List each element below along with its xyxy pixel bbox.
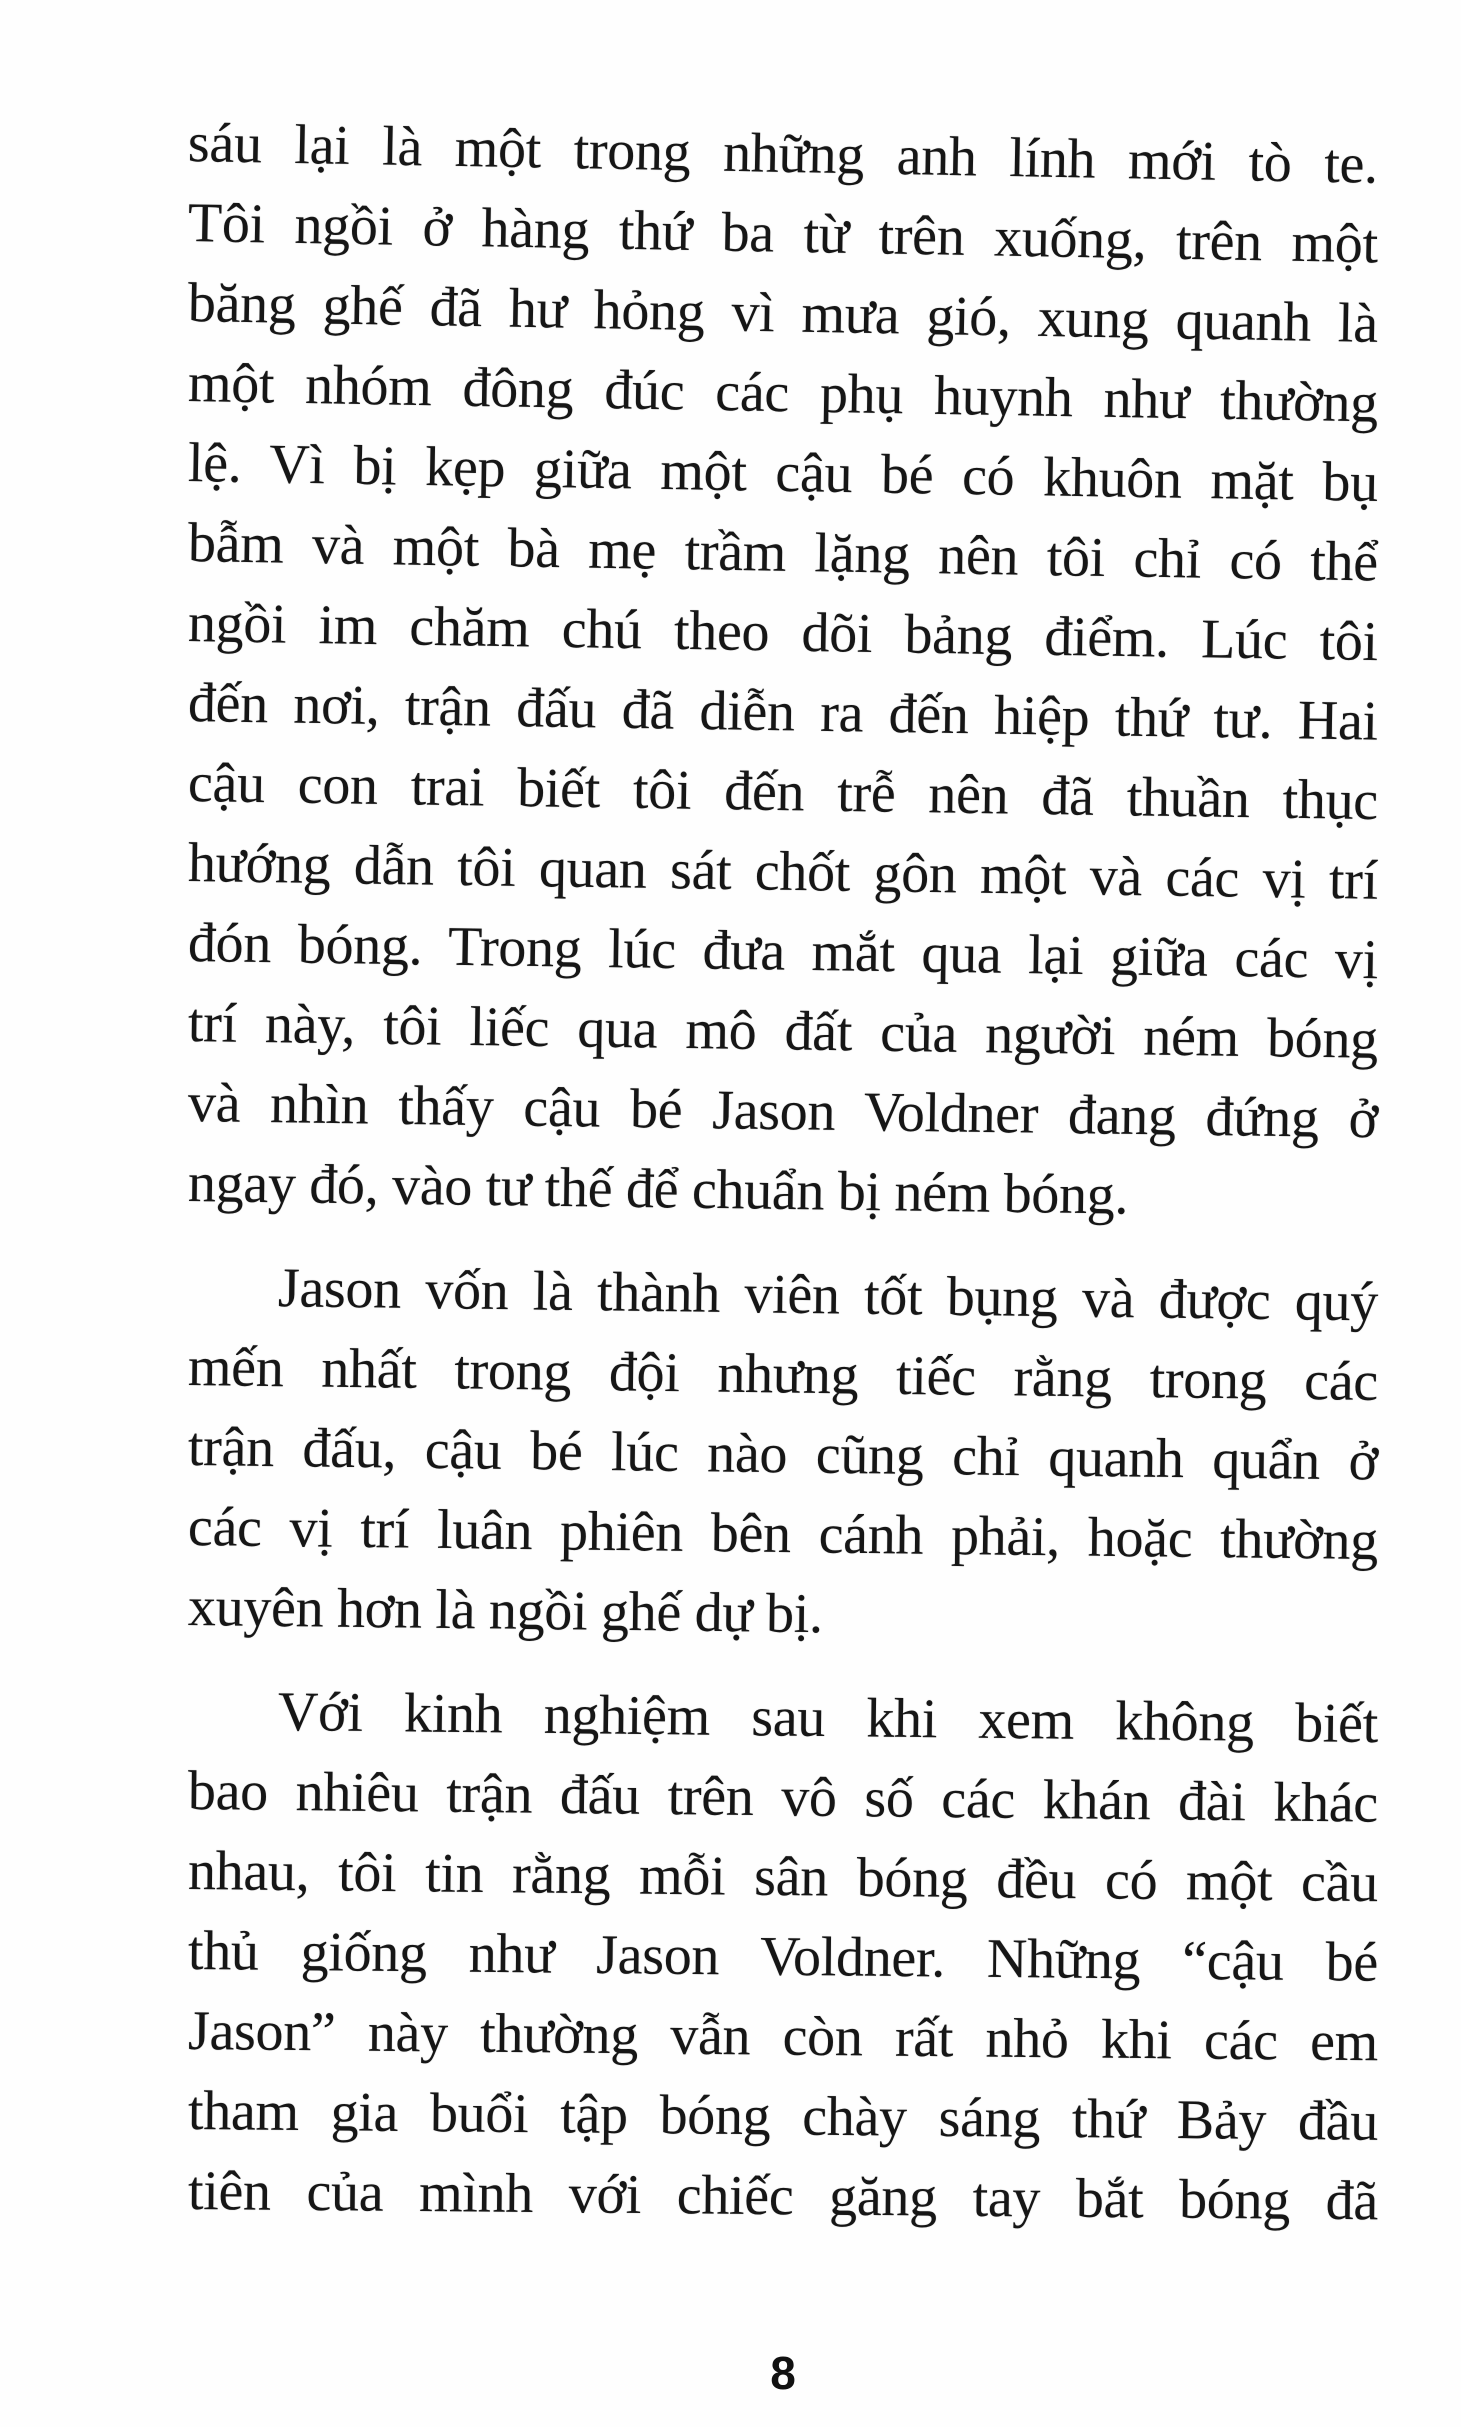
text-line: sáu lại là một trong những anh lính mới tò te. bbox=[187, 112, 1379, 196]
text-line: ngồi im chăm chú theo dõi bảng điểm. Lúc tôi bbox=[187, 592, 1379, 674]
text-line: đến nơi, trận đấu đã diễn ra đến hiệp thứ tư. Hai bbox=[187, 672, 1379, 753]
text-line: tham gia buổi tập bóng chày sáng thứ Bảy đầu bbox=[187, 2080, 1379, 2153]
text-line: trận đấu, cậu bé lúc nào cũng chỉ quanh quẩn ở bbox=[187, 1416, 1379, 1493]
text-line: xuyên hơn là ngồi ghế dự bị. bbox=[187, 1576, 824, 1646]
text-line: tiên của mình với chiếc găng tay bắt bóng đã bbox=[187, 2160, 1379, 2233]
text-line: ngay đó, vào tư thế để chuẩn bị ném bóng. bbox=[187, 1152, 1129, 1227]
text-line: hướng dẫn tôi quan sát chốt gôn một và các vị trí bbox=[187, 832, 1379, 912]
text-line: băng ghế đã hư hỏng vì mưa gió, xung quanh là bbox=[187, 272, 1379, 355]
text-line: Jason” này thường vẫn còn rất nhỏ khi các em bbox=[187, 2000, 1379, 2074]
text-line: Tôi ngồi ở hàng thứ ba từ trên xuống, trên một bbox=[187, 192, 1379, 276]
book-page-text-block bbox=[188, 103, 1378, 2231]
text-line: bao nhiêu trận đấu trên vô số các khán đài khác bbox=[187, 1760, 1379, 1835]
paragraph bbox=[187, 103, 1379, 1227]
text-line: và nhìn thấy cậu bé Jason Voldner đang đứng ở bbox=[187, 1072, 1379, 1151]
text-line: cậu con trai biết tôi đến trễ nên đã thuần thục bbox=[187, 752, 1379, 833]
text-line: các vị trí luân phiên bên cánh phải, hoặc thường bbox=[187, 1496, 1379, 1573]
text-line: trí này, tôi liếc qua mô đất của người ném bóng bbox=[187, 992, 1379, 1071]
text-line: thủ giống như Jason Voldner. Những “cậu bé bbox=[187, 1920, 1379, 1994]
text-line: bẫm và một bà mẹ trầm lặng nên tôi chỉ có thể bbox=[187, 512, 1379, 594]
text-line: mến nhất trong đội nhưng tiếc rằng trong các bbox=[187, 1336, 1379, 1413]
text-line: một nhóm đông đúc các phụ huynh như thường bbox=[187, 352, 1379, 435]
text-line: Jason vốn là thành viên tốt bụng và được quý bbox=[277, 1257, 1379, 1334]
paragraph bbox=[188, 1671, 1378, 2231]
text-line: nhau, tôi tin rằng mỗi sân bóng đều có một cầu bbox=[187, 1840, 1379, 1915]
paragraph bbox=[188, 1247, 1378, 1647]
text-line: đón bóng. Trong lúc đưa mắt qua lại giữa các vị bbox=[187, 912, 1379, 992]
page-number: 8 bbox=[770, 2347, 796, 2399]
text-line: lệ. Vì bị kẹp giữa một cậu bé có khuôn mặt bụ bbox=[187, 432, 1379, 514]
text-line: Với kinh nghiệm sau khi xem không biết bbox=[277, 1680, 1379, 1756]
